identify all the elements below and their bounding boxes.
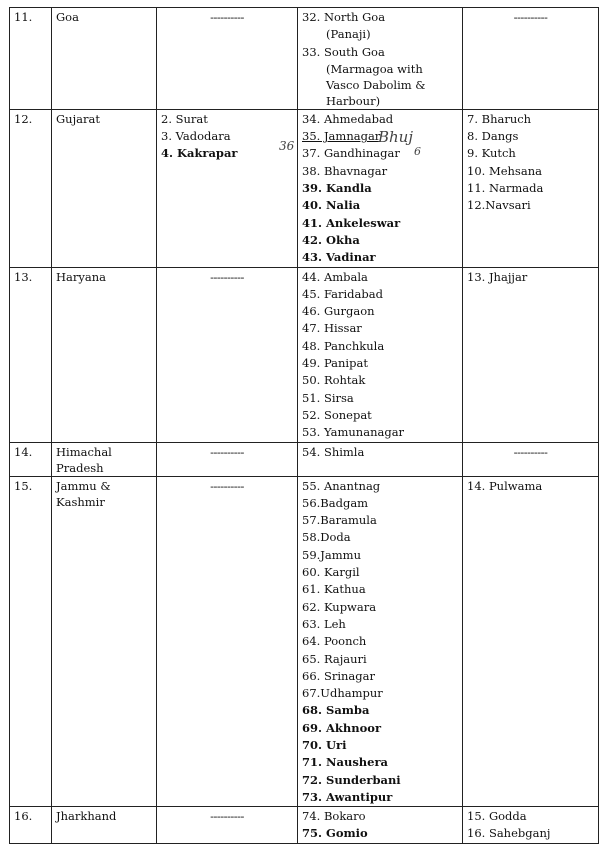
table-row: [10, 807, 599, 844]
col-b-cell: [298, 267, 463, 442]
list-item: 13. Jhajjar: [467, 269, 528, 284]
state-name: Pradesh: [56, 460, 104, 475]
list-item: 14. Pulwama: [467, 478, 543, 493]
list-item: 52. Sonepat: [302, 407, 372, 422]
serial-number-cell: [10, 8, 52, 110]
col-b-cell: [298, 8, 463, 110]
list-item: 44. Ambala: [302, 269, 368, 284]
col-c-cell: [463, 109, 599, 267]
state-cell: [52, 442, 157, 476]
state-name: Goa: [56, 10, 79, 24]
col-a-cell: [157, 109, 298, 267]
col-a-cell: [157, 8, 298, 110]
empty-dash: ----------: [210, 444, 244, 459]
list-item: 53. Yamunanagar: [302, 425, 405, 440]
table-row: [10, 267, 599, 442]
serial-number: 16.: [14, 809, 33, 824]
list-item: 42. Okha: [302, 232, 360, 247]
col-c-cell: [463, 8, 599, 110]
col-c-cell: [463, 267, 599, 442]
serial-number: 15.: [14, 478, 33, 493]
list-item: 57.Baramula: [302, 513, 377, 528]
list-item: 46. Gurgaon: [302, 304, 375, 319]
list-item: 4. Kakrapar: [161, 146, 238, 161]
list-item: 7. Bharuch: [467, 111, 532, 126]
list-item: 37. Gandhinagar: [302, 146, 400, 161]
list-item: 69. Akhnoor: [302, 720, 382, 735]
list-item: 73. Awantipur: [302, 789, 393, 804]
state-name: Gujarat: [56, 111, 100, 126]
state-name: Jharkhand: [56, 809, 117, 824]
state-cell: [52, 8, 157, 110]
list-item: 54. Shimla: [302, 444, 365, 459]
list-item: 15. Godda: [467, 809, 527, 824]
list-item: 60. Kargil: [302, 565, 360, 580]
district-table: [9, 7, 599, 844]
col-a-cell: [157, 442, 298, 476]
list-item: 10. Mehsana: [467, 163, 542, 178]
list-item: 74. Bokaro: [302, 809, 366, 824]
list-item: 16. Sahebganj: [467, 826, 551, 841]
state-name: Himachal: [56, 444, 112, 459]
list-item: 50. Rohtak: [302, 373, 366, 388]
list-item: 35. Jamnagar: [302, 129, 381, 144]
state-name: Kashmir: [56, 494, 105, 509]
col-b-cell: [298, 476, 463, 807]
serial-number-cell: [10, 807, 52, 844]
col-b-cell: [298, 442, 463, 476]
list-item: 51. Sirsa: [302, 390, 354, 405]
list-item: 11. Narmada: [467, 181, 544, 196]
list-item: 55. Anantnag: [302, 478, 381, 493]
list-item: 3. Vadodara: [161, 129, 231, 144]
list-item: 70. Uri: [302, 737, 347, 752]
list-item: 68. Samba: [302, 703, 370, 718]
serial-number: 12.: [14, 111, 33, 126]
state-cell: [52, 267, 157, 442]
serial-number-cell: [10, 476, 52, 807]
list-item: 12.Navsari: [467, 198, 531, 213]
state-name: Jammu &: [56, 478, 111, 493]
table-row: [10, 476, 599, 807]
list-item: 61. Kathua: [302, 582, 366, 597]
table-body: [10, 8, 599, 844]
list-item: 39. Kandla: [302, 181, 372, 196]
empty-dash: ----------: [210, 809, 244, 824]
empty-dash: ----------: [210, 10, 244, 24]
list-item: 48. Panchkula: [302, 338, 385, 353]
list-item: (Panaji): [326, 27, 371, 42]
list-item: 63. Leh: [302, 616, 346, 631]
table-row: [10, 109, 599, 267]
table-row: [10, 442, 599, 476]
empty-dash: ----------: [513, 10, 548, 24]
list-item: 45. Faridabad: [302, 286, 383, 301]
col-c-cell: [463, 807, 599, 844]
list-item: 66. Srinagar: [302, 668, 375, 683]
list-item: 43. Vadinar: [302, 250, 376, 265]
serial-number: 11.: [14, 10, 33, 24]
serial-number-cell: [10, 442, 52, 476]
list-item: 8. Dangs: [467, 129, 519, 144]
serial-number-cell: [10, 267, 52, 442]
list-item: 38. Bhavnagar: [302, 163, 388, 178]
col-b-cell: [298, 807, 463, 844]
list-item: 49. Panipat: [302, 356, 368, 371]
list-item: 71. Naushera: [302, 755, 388, 770]
list-item: 32. North Goa: [302, 10, 386, 24]
serial-number: 14.: [14, 444, 33, 459]
list-item: 75. Gomio: [302, 826, 368, 841]
list-item: 2. Surat: [161, 111, 208, 126]
list-item: 40. Nalia: [302, 198, 361, 213]
list-item: 34. Ahmedabad: [302, 111, 394, 126]
col-c-cell: [463, 442, 599, 476]
col-a-cell: [157, 476, 298, 807]
handwritten-mark: 6: [414, 145, 421, 158]
list-item: 64. Poonch: [302, 634, 367, 649]
state-name: Haryana: [56, 269, 106, 284]
serial-number: 13.: [14, 269, 33, 284]
handwritten-insert-word: Bhuj: [378, 128, 413, 146]
list-item: 56.Badgam: [302, 495, 369, 510]
table-row: [10, 8, 599, 110]
empty-dash: ----------: [513, 444, 548, 459]
list-item: 59.Jammu: [302, 547, 361, 562]
state-cell: [52, 109, 157, 267]
handwritten-margin-number: 36: [279, 139, 295, 153]
col-a-cell: [157, 807, 298, 844]
list-item: (Marmagoa with Vasco Dabolim & Harbour): [326, 61, 426, 108]
list-item: 72. Sunderbani: [302, 772, 401, 787]
state-cell: [52, 807, 157, 844]
list-item: 58.Doda: [302, 530, 351, 545]
list-item: 65. Rajauri: [302, 651, 367, 666]
empty-dash: ----------: [210, 478, 244, 493]
empty-dash: ----------: [210, 269, 244, 284]
col-a-cell: [157, 267, 298, 442]
serial-number-cell: [10, 109, 52, 267]
state-cell: [52, 476, 157, 807]
list-item: 62. Kupwara: [302, 599, 377, 614]
col-c-cell: [463, 476, 599, 807]
list-item: 9. Kutch: [467, 146, 516, 161]
list-item: 33. South Goa: [302, 44, 385, 59]
list-item: 67.Udhampur: [302, 686, 383, 701]
list-item: 41. Ankeleswar: [302, 215, 401, 230]
list-item: 47. Hissar: [302, 321, 362, 336]
